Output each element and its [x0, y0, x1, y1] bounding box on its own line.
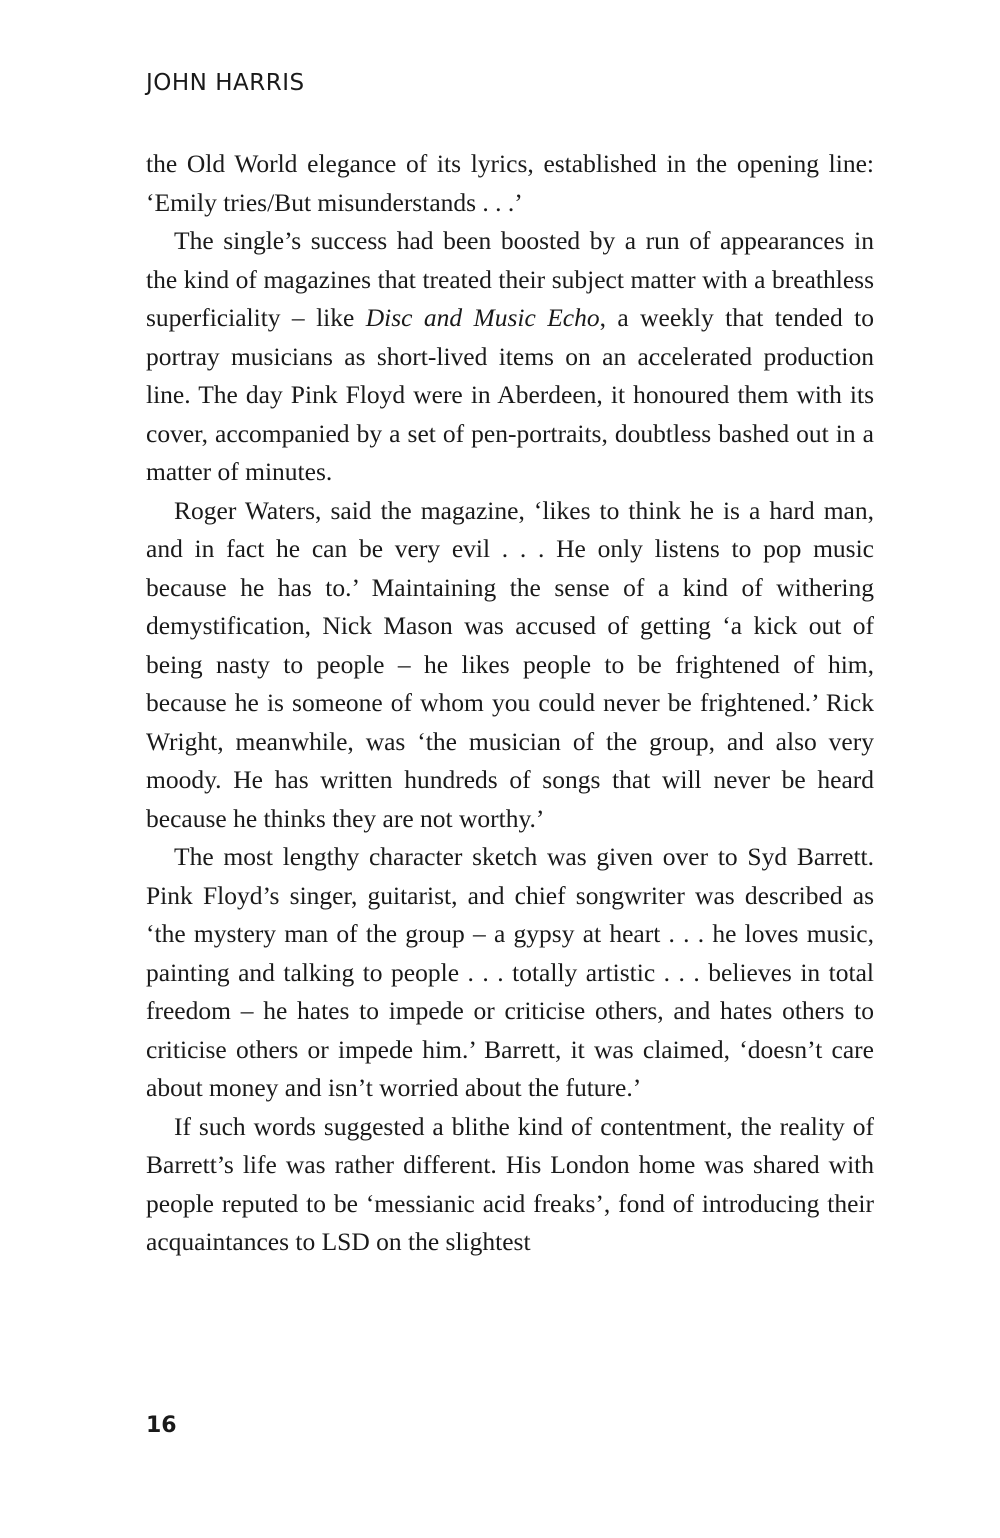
paragraph	[146, 838, 874, 1108]
paragraph	[146, 1108, 874, 1262]
text-run: If such words suggested a blithe kind of contentment, the reality of Barrett’s life was rather different. His London home was shared with people reputed to be ‘messianic acid freaks’, fond of introducing their acquaintances to LSD on the slightest	[146, 1111, 874, 1256]
paragraph	[146, 222, 874, 492]
running-head: JOHN HARRIS	[146, 70, 305, 96]
paragraph	[146, 145, 874, 222]
text-run: The most lengthy character sketch was given over to Syd Barrett. Pink Floyd’s singer, guitarist, and chief songwriter was described as ‘the mystery man of the group – a gypsy at heart . . . he loves music, painting and talking to people . . . totally artistic . . . believes in total freedom – he hates to impede or criticise others, and hates others to criticise others or impede him.’ Barrett, it was claimed, ‘doesn’t care about money and isn’t worried about the future.’	[146, 842, 874, 1102]
text-run: the Old World elegance of its lyrics, established in the opening line: ‘Emily tries/But misunderstands . . .’	[146, 149, 874, 217]
text-run: , a weekly that tended to portray musicians as short-lived items on an accelerated production line. The day Pink Floyd were in Aberdeen, it honoured them with its cover, accompanied by a set of pen-portraits, doubtless bashed out in a matter of minutes.	[146, 303, 874, 486]
body-text	[146, 145, 874, 1262]
paragraph	[146, 492, 874, 839]
magazine-title: Disc and Music Echo	[365, 303, 600, 332]
text-run: Roger Waters, said the magazine, ‘likes to think he is a hard man, and in fact he can be very evil . . . He only listens to pop music because he has to.’ Maintaining the sense of a kind of withering demystification, Nick Mason was accused of getting ‘a kick out of being nasty to people – he likes people to be frightened of him, because he is someone of whom you could never be frightened.’ Rick Wright, meanwhile, was ‘the musician of the group, and also very moody. He has written hundreds of songs that will never be heard because he thinks they are not worthy.’	[146, 495, 874, 833]
text-run: The single’s success had been boosted by a run of appearances in the kind of magazines that treated their subject matter with a breathless superficiality – like	[146, 226, 874, 332]
page-number: 16	[146, 1413, 177, 1438]
